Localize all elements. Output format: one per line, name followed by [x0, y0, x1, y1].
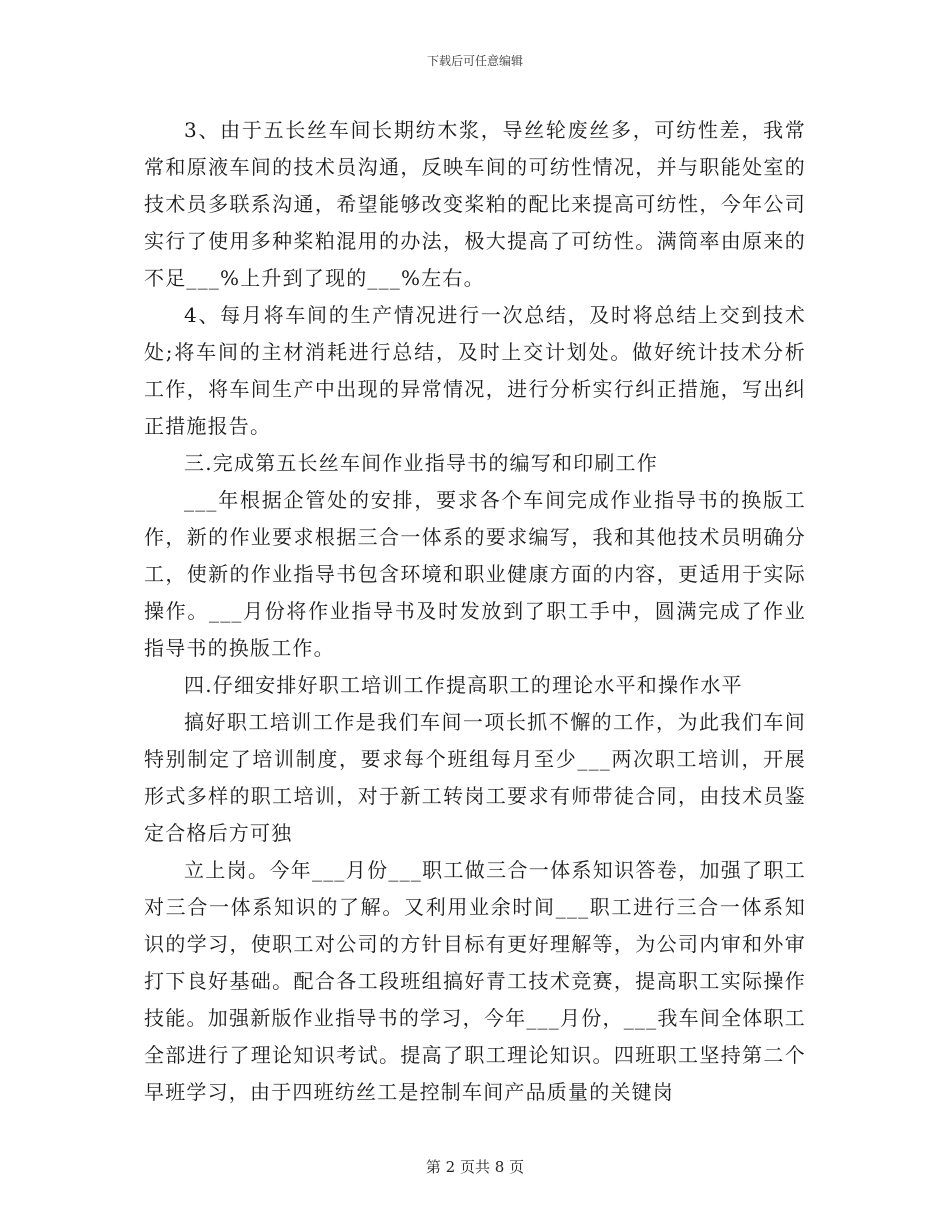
document-body — [144, 112, 806, 1111]
paragraph-training-continued: 立上岗。今年___月份___职工做三合一体系知识答卷，加强了职工对三合一体系知识的了解。又利用业余时间___职工进行三合一体系知识的学习，使职工对公司的方针目标有更好理解等，为公司内审和外审打下良好基础。配合各工段班组搞好青工技术竞赛，提高职工实际操作技能。加强新版作业指导书的学习，今年___月份，___我车间全体职工全部进行了理论知识考试。提高了职工理论知识。四班职工坚持第二个早班学习，由于四班纺丝工是控制车间产品质量的关键岗 — [144, 858, 806, 1104]
paragraph-item-4: 4、每月将车间的生产情况进行一次总结，及时将总结上交到技术处;将车间的主材消耗进行总结，及时上交计划处。做好统计技术分析工作，将车间生产中出现的异常情况，进行分析实行纠正措施，写出纠正措施报告。 — [144, 303, 806, 438]
page-header: 下载后可任意编辑 — [426, 54, 523, 68]
section-heading-3: 三.完成第五长丝车间作业指导书的编写和印刷工作 — [184, 451, 658, 475]
section-heading-4: 四.仔细安排好职工培训工作提高职工的理论水平和操作水平 — [184, 673, 743, 697]
paragraph-item-3: 3、由于五长丝车间长期纺木浆，导丝轮废丝多，可纺性差，我常常和原液车间的技术员沟通，反映车间的可纺性情况，并与职能处室的技术员多联系沟通，希望能够改变桨粕的配比来提高可纺性，今年公司实行了使用多种桨粕混用的办法，极大提高了可纺性。满筒率由原来的不足___%上升到了现的___%左右。 — [144, 118, 806, 290]
page-number: 第 2 页共 8 页 — [425, 1158, 525, 1176]
paragraph-work-instructions: ___年根据企管处的安排，要求各个车间完成作业指导书的换版工作，新的作业要求根据三合一体系的要求编写，我和其他技术员明确分工，使新的作业指导书包含环境和职业健康方面的内容，更适用于实际操作。___月份将作业指导书及时发放到了职工手中，圆满完成了作业指导书的换版工作。 — [144, 488, 806, 660]
paragraph-training: 搞好职工培训工作是我们车间一项长抓不懈的工作，为此我们车间特别制定了培训制度，要求每个班组每月至少___两次职工培训，开展形式多样的职工培训，对于新工转岗工要求有师带徒合同，由技术员鉴定合格后方可独 — [144, 710, 806, 845]
